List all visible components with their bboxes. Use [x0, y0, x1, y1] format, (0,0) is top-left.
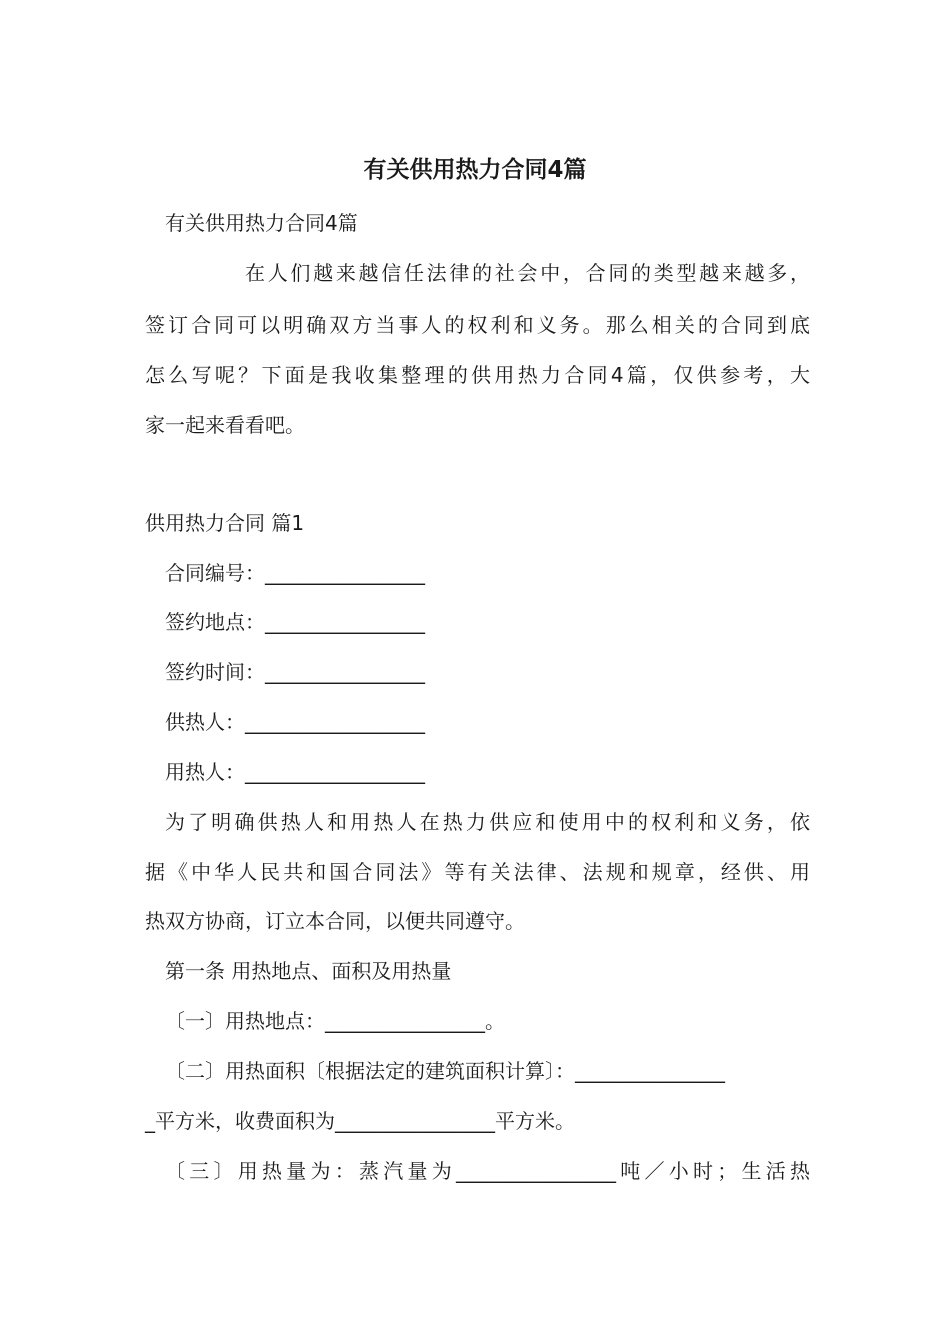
intro-line: 家一起来看看吧。	[145, 413, 305, 437]
signing-place-field: 签约地点：________________	[165, 610, 425, 634]
document-title: 有关供用热力合同4篇	[363, 157, 587, 183]
heat-supplier-field: 供热人：__________________	[165, 710, 425, 734]
heat-user-field: 用热人：__________________	[165, 760, 425, 784]
article-item: 〔一〕用热地点：________________。	[165, 1009, 505, 1033]
intro-line: 在人们越来越信任法律的社会中，合同的类型越来越多，	[245, 261, 810, 285]
section-heading: 供用热力合同 篇1	[145, 511, 305, 535]
signing-time-field: 签约时间：________________	[165, 660, 425, 684]
document-subtitle: 有关供用热力合同4篇	[165, 211, 358, 235]
purpose-line: 热双方协商，订立本合同，以便共同遵守。	[145, 909, 525, 933]
article-item: 〔三〕用热量为：蒸汽量为________________吨／小时；生活热	[165, 1159, 810, 1183]
article-heading: 第一条 用热地点、面积及用热量	[165, 959, 452, 983]
purpose-line: 据《中华人民共和国合同法》等有关法律、法规和规章，经供、用	[145, 860, 810, 884]
intro-line: 签订合同可以明确双方当事人的权利和义务。那么相关的合同到底	[145, 313, 810, 337]
intro-line: 怎么写呢？下面是我收集整理的供用热力合同4篇，仅供参考，大	[145, 363, 810, 387]
article-item: _平方米，收费面积为________________平方米。	[145, 1109, 575, 1133]
contract-number-field: 合同编号：________________	[165, 561, 425, 585]
article-item: 〔二〕用热面积〔根据法定的建筑面积计算〕：_______________	[165, 1059, 725, 1083]
purpose-line: 为了明确供热人和用热人在热力供应和使用中的权利和义务，依	[165, 810, 810, 834]
